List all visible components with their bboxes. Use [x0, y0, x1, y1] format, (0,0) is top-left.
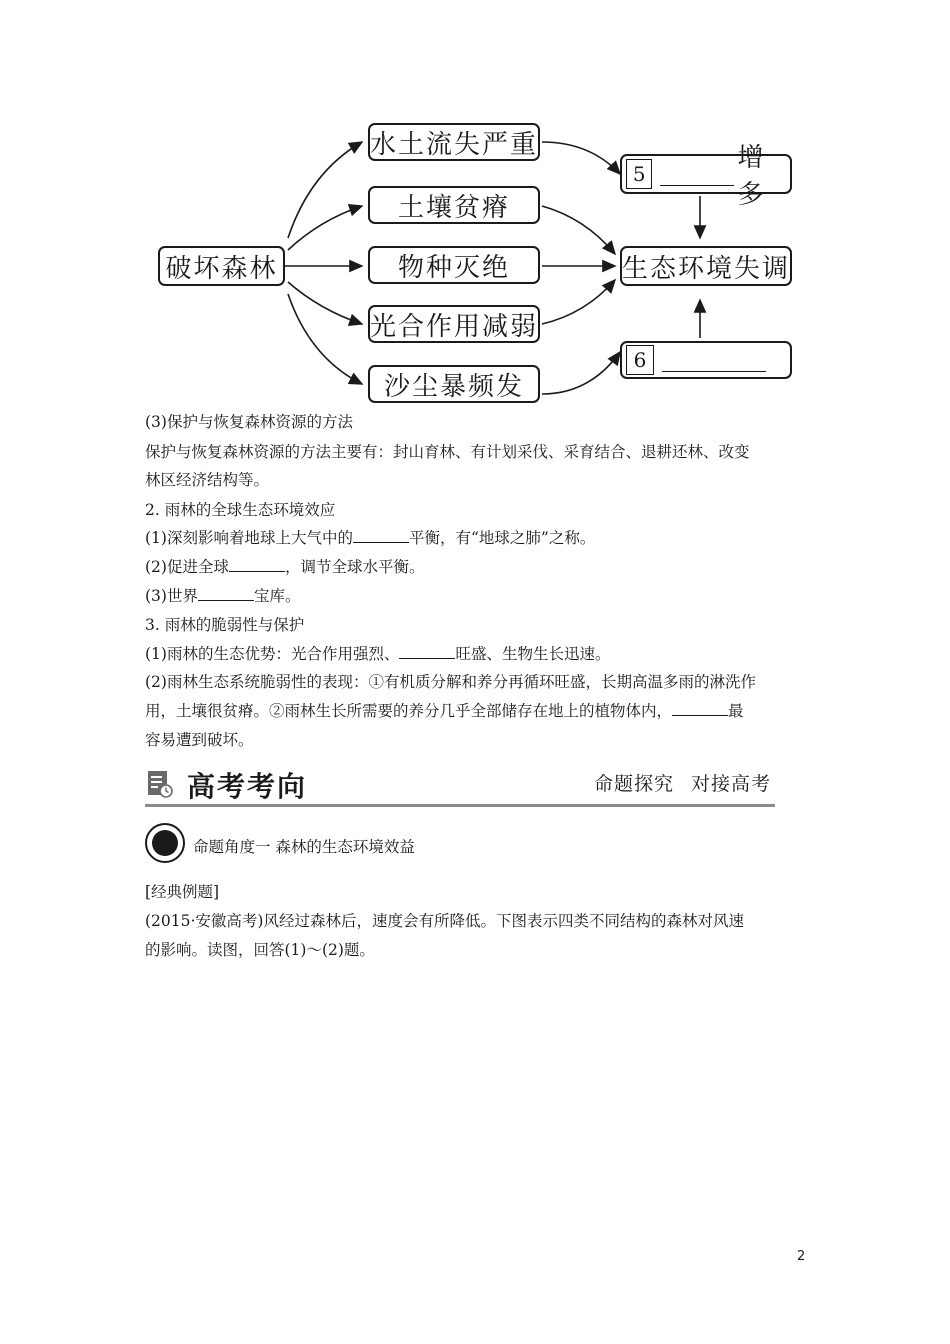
document-clock-icon	[147, 770, 173, 798]
text-line	[145, 557, 424, 577]
question-text: (2015·安徽高考)风经过森林后，速度会有所降低。下图表示四类不同结构的森林对风速	[145, 912, 744, 930]
result-5-suffix: 增多	[737, 143, 766, 210]
text-segment: 旺盛、生物生长迅速。	[455, 645, 611, 663]
text-line: 容易遭到破坏。	[145, 731, 254, 749]
text-line	[145, 701, 744, 721]
effect-box-extinction	[368, 246, 540, 284]
ecology-imbalance-box	[620, 246, 792, 286]
arrow-soil-to-imbalance	[542, 206, 615, 254]
text-segment: (1)雨林的生态优势：光合作用强烈、	[145, 645, 400, 663]
ecology-flow-diagram	[140, 110, 820, 410]
text-line	[145, 528, 595, 548]
effect-label: 沙尘暴频发	[383, 371, 524, 402]
answer-blank-5[interactable]	[660, 163, 733, 186]
result-box-5	[620, 143, 792, 210]
text-segment: (1)深刻影响着地球上大气中的	[145, 529, 353, 547]
section-title: 高考考向	[187, 770, 308, 803]
effect-label: 土壤贫瘠	[397, 192, 510, 223]
answer-blank[interactable]	[353, 528, 409, 543]
text-line: 保护与恢复森林资源的方法主要有：封山育林、有计划采伐、采育结合、退耕还林、改变	[145, 443, 750, 461]
arrow-sandstorm-to-box6	[542, 352, 620, 394]
arrow-photosynthesis-to-imbalance	[542, 280, 615, 324]
text-segment: 最	[728, 702, 744, 720]
text-segment: 平衡，有“地球之肺”之称。	[408, 529, 596, 547]
answer-blank[interactable]	[229, 557, 285, 572]
proposition-angle-label: 命题角度一 森林的生态环境效益	[193, 838, 415, 856]
text-line: (3)保护与恢复森林资源的方法	[145, 413, 353, 431]
text-line	[145, 586, 300, 606]
effect-box-soil	[368, 186, 540, 224]
section-subtitle: 命题探究 对接高考	[593, 773, 771, 795]
answer-blank[interactable]	[198, 586, 254, 601]
text-segment: ，调节全球水平衡。	[284, 558, 425, 576]
effect-box-sandstorm	[368, 365, 540, 403]
arrow-to-erosion	[288, 142, 362, 238]
answer-blank[interactable]	[399, 644, 455, 659]
arrow-to-photosynthesis	[288, 282, 362, 324]
destroy-forest-box	[158, 246, 285, 286]
effect-label: 物种灭绝	[397, 252, 510, 283]
text-segment: 用，土壤很贫瘠。②雨林生长所需要的养分几乎全部储存在地上的植物体内，	[145, 702, 673, 720]
answer-blank-6[interactable]	[662, 349, 766, 372]
example-tag: [经典例题]	[145, 883, 220, 901]
section-heading-3: 3. 雨林的脆弱性与保护	[145, 616, 305, 634]
ecology-imbalance-label: 生态环境失调	[622, 253, 791, 284]
text-line: (2)雨林生态系统脆弱性的表现：①有机质分解和养分再循环旺盛，长期高温多雨的淋洗作	[145, 673, 756, 691]
number-6: 6	[626, 345, 654, 375]
section-header	[145, 765, 775, 807]
page-number: 2	[797, 1249, 806, 1264]
arrow-erosion-to-box5	[542, 142, 620, 174]
arrow-to-soil	[288, 206, 362, 250]
effect-label: 光合作用减弱	[370, 311, 539, 342]
text-segment: 宝库。	[253, 587, 301, 605]
text-segment: (3)世界	[145, 587, 198, 605]
text-segment: (2)促进全球	[145, 558, 229, 576]
answer-blank[interactable]	[672, 701, 728, 716]
destroy-forest-label: 破坏森林	[165, 253, 278, 284]
bullet-circle-icon	[145, 823, 185, 863]
question-text: 的影响。读图，回答(1)～(2)题。	[145, 941, 375, 959]
effect-box-erosion	[368, 123, 540, 161]
text-line	[145, 644, 610, 664]
number-5: 5	[626, 159, 652, 189]
effect-label: 水土流失严重	[370, 129, 539, 160]
text-line: 林区经济结构等。	[145, 471, 270, 489]
section-heading-2: 2. 雨林的全球生态环境效应	[145, 501, 336, 519]
effect-box-photosynthesis	[368, 305, 540, 343]
result-box-6	[620, 341, 792, 379]
section-divider	[145, 804, 775, 807]
